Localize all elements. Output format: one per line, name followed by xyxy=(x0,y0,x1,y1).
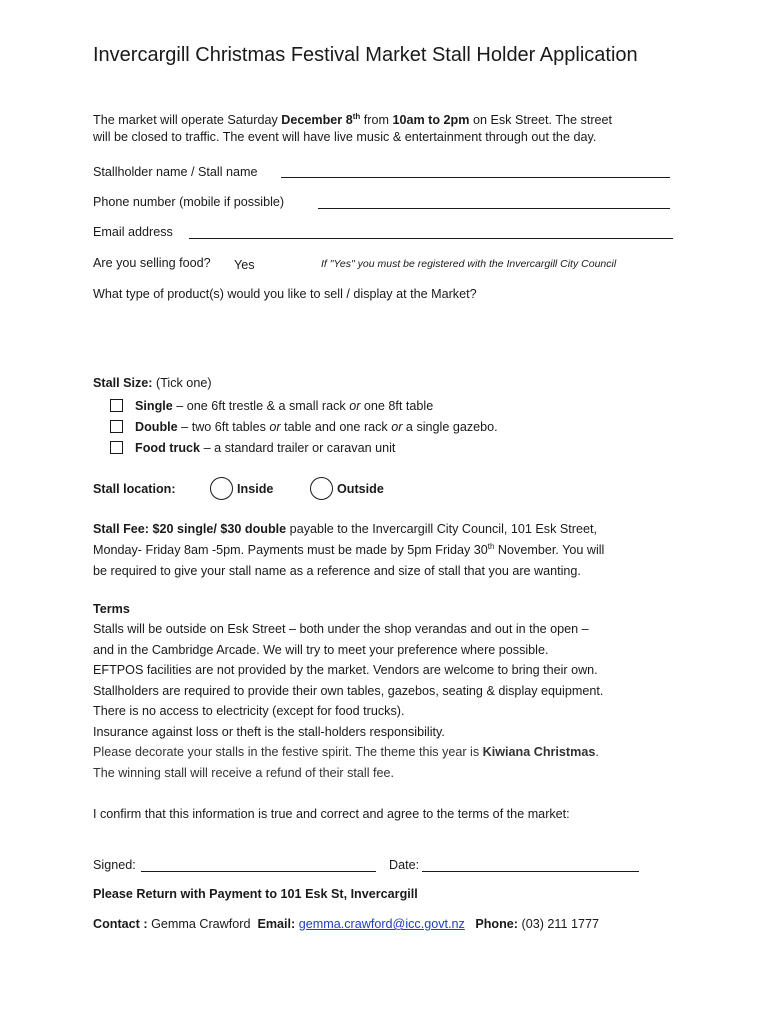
outside-option-label: Outside xyxy=(337,482,384,496)
terms-line: Stallholders are required to provide their own tables, gazebos, seating & display equipment. xyxy=(93,684,604,698)
stallholder-name-label: Stallholder name / Stall name xyxy=(93,165,258,179)
terms-decorate-line xyxy=(93,742,599,762)
confirm-statement: I confirm that this information is true and correct and agree to the terms of the market: xyxy=(93,807,570,821)
email-label: Email address xyxy=(93,225,173,239)
intro-text: on Esk Street. The street xyxy=(469,113,613,127)
stallholder-name-field[interactable] xyxy=(281,177,670,178)
intro-text: The market will operate Saturday xyxy=(93,113,282,127)
terms-line: Insurance against loss or theft is the stall-holders responsibility. xyxy=(93,725,445,739)
option-desc: – one 6ft trestle & a small rack xyxy=(172,399,350,413)
stall-size-heading xyxy=(93,373,212,393)
single-option-label xyxy=(135,396,433,416)
double-checkbox[interactable] xyxy=(110,420,123,433)
fee-line-1 xyxy=(93,519,597,539)
contact-email-link[interactable]: gemma.crawford@icc.govt.nz xyxy=(298,917,465,931)
fee-text: November. You will xyxy=(494,543,605,557)
product-question-label: What type of product(s) would you like to sell / display at the Market? xyxy=(93,287,477,301)
email-label-contact: Email: xyxy=(257,917,296,931)
option-name: Single xyxy=(135,399,173,413)
option-name: Double xyxy=(135,420,178,434)
return-instructions: Please Return with Payment to 101 Esk St, Invercargill xyxy=(93,887,418,901)
food-truck-checkbox[interactable] xyxy=(110,441,123,454)
date-field[interactable] xyxy=(422,871,639,872)
terms-refund-line: The winning stall will receive a refund of their stall fee. xyxy=(93,766,394,780)
inside-radio[interactable] xyxy=(210,477,233,500)
option-name: Food truck xyxy=(135,441,201,455)
signed-label: Signed: xyxy=(93,858,136,872)
contact-name: Gemma Crawford xyxy=(147,917,251,931)
food-registration-note: If "Yes" you must be registered with the Invercargill City Council xyxy=(321,258,617,270)
food-question-label: Are you selling food? xyxy=(93,256,211,270)
fee-text: Monday- Friday 8am -5pm. Payments must be made by 5pm Friday 30 xyxy=(93,543,488,557)
option-desc: a single gazebo. xyxy=(402,420,498,434)
option-or: or xyxy=(391,420,403,434)
stall-location-label: Stall location: xyxy=(93,482,176,496)
option-desc: table and one rack xyxy=(280,420,392,434)
option-desc: – two 6ft tables xyxy=(177,420,270,434)
contact-phone: (03) 211 1777 xyxy=(518,917,599,931)
intro-text: from xyxy=(360,113,393,127)
market-time: 10am to 2pm xyxy=(392,113,470,127)
stall-size-note: (Tick one) xyxy=(152,376,212,390)
terms-line: Stalls will be outside on Esk Street – both under the shop verandas and out in the open – xyxy=(93,622,589,636)
intro-line-2: will be closed to traffic. The event will have live music & entertainment through out the day. xyxy=(93,130,597,144)
contact-line xyxy=(93,914,599,934)
option-desc: one 8ft table xyxy=(360,399,434,413)
phone-label: Phone number (mobile if possible) xyxy=(93,195,285,209)
option-desc: – a standard trailer or caravan unit xyxy=(200,441,396,455)
date-suffix: th xyxy=(352,112,361,121)
terms-text: . xyxy=(595,745,599,759)
form-title: Invercargill Christmas Festival Market Stall Holder Application xyxy=(93,44,638,66)
contact-label: Contact : xyxy=(93,917,148,931)
terms-line: EFTPOS facilities are not provided by the market. Vendors are welcome to bring their own. xyxy=(93,663,598,677)
outside-radio[interactable] xyxy=(310,477,333,500)
fee-line-2 xyxy=(93,540,604,560)
terms-text: Please decorate your stalls in the festive spirit. The theme this year is xyxy=(93,745,483,759)
signature-field[interactable] xyxy=(141,871,376,872)
email-field[interactable] xyxy=(189,238,673,239)
stall-size-title: Stall Size: xyxy=(93,376,153,390)
date-label: Date: xyxy=(389,858,420,872)
date-suffix: th xyxy=(487,542,495,551)
option-or: or xyxy=(269,420,281,434)
fee-text: payable to the Invercargill City Council, 101 Esk Street, xyxy=(286,522,597,536)
terms-line: and in the Cambridge Arcade. We will try to meet your preference where possible. xyxy=(93,643,549,657)
phone-label-contact: Phone: xyxy=(475,917,518,931)
terms-heading: Terms xyxy=(93,602,130,616)
phone-field[interactable] xyxy=(318,208,670,209)
fee-line-3: be required to give your stall name as a reference and size of stall that you are wanting. xyxy=(93,564,581,578)
market-date: December 8 xyxy=(281,113,353,127)
option-or: or xyxy=(349,399,361,413)
double-option-label xyxy=(135,417,498,437)
single-checkbox[interactable] xyxy=(110,399,123,412)
food-truck-option-label xyxy=(135,438,395,458)
terms-line: There is no access to electricity (except for food trucks). xyxy=(93,704,405,718)
food-answer-value[interactable]: Yes xyxy=(234,258,255,272)
fee-amount: Stall Fee: $20 single/ $30 double xyxy=(93,522,287,536)
inside-option-label: Inside xyxy=(237,482,274,496)
festival-theme: Kiwiana Christmas xyxy=(482,745,596,759)
